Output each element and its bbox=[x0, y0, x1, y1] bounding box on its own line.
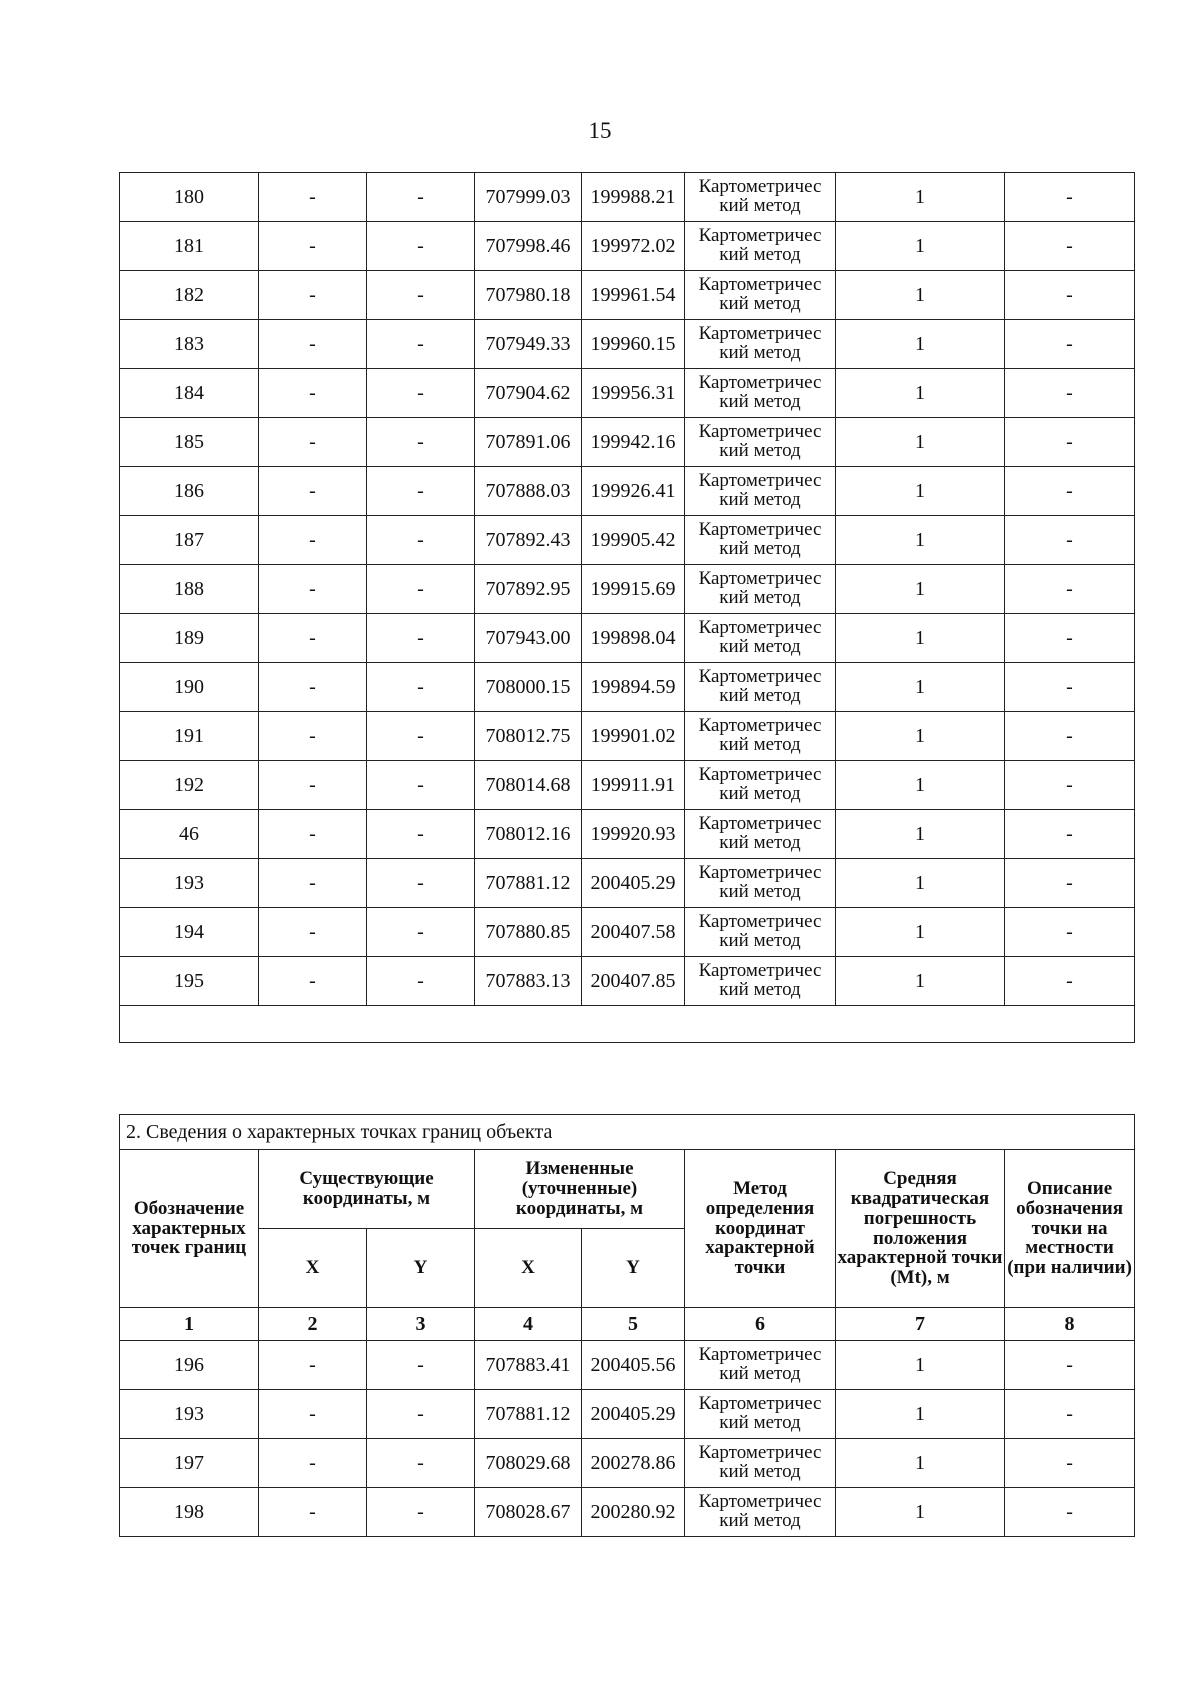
cell-changed-y: 199920.93 bbox=[582, 810, 685, 859]
cell-description: - bbox=[1005, 1488, 1135, 1537]
cell-point-id: 189 bbox=[120, 614, 259, 663]
cell-changed-x: 707943.00 bbox=[475, 614, 582, 663]
column-number: 4 bbox=[475, 1308, 582, 1341]
cell-existing-y: - bbox=[367, 1439, 475, 1488]
cell-changed-x: 707880.85 bbox=[475, 908, 582, 957]
column-number: 7 bbox=[836, 1308, 1005, 1341]
cell-description: - bbox=[1005, 957, 1135, 1006]
section-title: 2. Сведения о характерных точках границ объекта bbox=[120, 1115, 1135, 1150]
header-existing-y: Y bbox=[367, 1229, 475, 1308]
cell-description: - bbox=[1005, 369, 1135, 418]
table-row bbox=[120, 320, 1135, 369]
cell-existing-y: - bbox=[367, 614, 475, 663]
cell-description: - bbox=[1005, 859, 1135, 908]
cell-changed-y: 199972.02 bbox=[582, 222, 685, 271]
cell-description: - bbox=[1005, 712, 1135, 761]
cell-existing-y: - bbox=[367, 957, 475, 1006]
cell-method: Картометричес кий метод bbox=[685, 418, 836, 467]
cell-point-id: 196 bbox=[120, 1341, 259, 1390]
cell-method: Картометричес кий метод bbox=[685, 173, 836, 222]
cell-existing-y: - bbox=[367, 320, 475, 369]
cell-method: Картометричес кий метод bbox=[685, 516, 836, 565]
cell-existing-x: - bbox=[259, 859, 367, 908]
cell-description: - bbox=[1005, 1439, 1135, 1488]
cell-existing-y: - bbox=[367, 173, 475, 222]
cell-existing-y: - bbox=[367, 1488, 475, 1537]
cell-point-id: 188 bbox=[120, 565, 259, 614]
cell-changed-y: 200405.29 bbox=[582, 1390, 685, 1439]
cell-existing-x: - bbox=[259, 222, 367, 271]
cell-existing-y: - bbox=[367, 663, 475, 712]
cell-mean-error: 1 bbox=[836, 663, 1005, 712]
cell-description: - bbox=[1005, 810, 1135, 859]
cell-description: - bbox=[1005, 1390, 1135, 1439]
cell-method: Картометричес кий метод bbox=[685, 810, 836, 859]
cell-existing-x: - bbox=[259, 810, 367, 859]
cell-changed-x: 707883.41 bbox=[475, 1341, 582, 1390]
cell-changed-x: 707892.43 bbox=[475, 516, 582, 565]
header-changed-y: Y bbox=[582, 1229, 685, 1308]
cell-point-id: 194 bbox=[120, 908, 259, 957]
cell-existing-x: - bbox=[259, 614, 367, 663]
cell-description: - bbox=[1005, 271, 1135, 320]
table-row bbox=[120, 1488, 1135, 1537]
cell-method: Картометричес кий метод bbox=[685, 369, 836, 418]
cell-changed-x: 708028.67 bbox=[475, 1488, 582, 1537]
cell-changed-y: 200407.85 bbox=[582, 957, 685, 1006]
cell-method: Картометричес кий метод bbox=[685, 859, 836, 908]
boundary-points-table bbox=[119, 1114, 1135, 1537]
cell-point-id: 193 bbox=[120, 1390, 259, 1439]
cell-method: Картометричес кий метод bbox=[685, 761, 836, 810]
cell-changed-y: 199988.21 bbox=[582, 173, 685, 222]
cell-mean-error: 1 bbox=[836, 320, 1005, 369]
cell-changed-x: 708012.16 bbox=[475, 810, 582, 859]
cell-point-id: 182 bbox=[120, 271, 259, 320]
cell-changed-x: 707883.13 bbox=[475, 957, 582, 1006]
cell-changed-y: 200407.58 bbox=[582, 908, 685, 957]
cell-mean-error: 1 bbox=[836, 810, 1005, 859]
cell-existing-y: - bbox=[367, 859, 475, 908]
cell-mean-error: 1 bbox=[836, 173, 1005, 222]
cell-mean-error: 1 bbox=[836, 712, 1005, 761]
cell-existing-x: - bbox=[259, 271, 367, 320]
cell-changed-y: 199961.54 bbox=[582, 271, 685, 320]
column-number: 2 bbox=[259, 1308, 367, 1341]
cell-description: - bbox=[1005, 418, 1135, 467]
cell-changed-x: 707881.12 bbox=[475, 859, 582, 908]
cell-changed-y: 200278.86 bbox=[582, 1439, 685, 1488]
cell-existing-y: - bbox=[367, 271, 475, 320]
cell-mean-error: 1 bbox=[836, 516, 1005, 565]
cell-mean-error: 1 bbox=[836, 908, 1005, 957]
cell-changed-y: 199905.42 bbox=[582, 516, 685, 565]
cell-changed-x: 707999.03 bbox=[475, 173, 582, 222]
cell-existing-x: - bbox=[259, 565, 367, 614]
cell-existing-y: - bbox=[367, 467, 475, 516]
cell-method: Картометричес кий метод bbox=[685, 1390, 836, 1439]
cell-changed-x: 708014.68 bbox=[475, 761, 582, 810]
cell-existing-y: - bbox=[367, 369, 475, 418]
cell-changed-y: 199898.04 bbox=[582, 614, 685, 663]
table-row bbox=[120, 663, 1135, 712]
cell-existing-y: - bbox=[367, 516, 475, 565]
column-number: 8 bbox=[1005, 1308, 1135, 1341]
table-row bbox=[120, 173, 1135, 222]
cell-description: - bbox=[1005, 614, 1135, 663]
cell-mean-error: 1 bbox=[836, 957, 1005, 1006]
cell-existing-y: - bbox=[367, 418, 475, 467]
cell-description: - bbox=[1005, 467, 1135, 516]
cell-changed-x: 707881.12 bbox=[475, 1390, 582, 1439]
cell-description: - bbox=[1005, 908, 1135, 957]
table-row bbox=[120, 467, 1135, 516]
cell-existing-x: - bbox=[259, 908, 367, 957]
cell-method: Картометричес кий метод bbox=[685, 1341, 836, 1390]
cell-mean-error: 1 bbox=[836, 1488, 1005, 1537]
cell-mean-error: 1 bbox=[836, 467, 1005, 516]
cell-changed-y: 199942.16 bbox=[582, 418, 685, 467]
cell-existing-x: - bbox=[259, 1390, 367, 1439]
cell-existing-y: - bbox=[367, 565, 475, 614]
table-row bbox=[120, 418, 1135, 467]
cell-method: Картометричес кий метод bbox=[685, 712, 836, 761]
cell-mean-error: 1 bbox=[836, 859, 1005, 908]
cell-point-id: 195 bbox=[120, 957, 259, 1006]
cell-changed-x: 708000.15 bbox=[475, 663, 582, 712]
cell-existing-x: - bbox=[259, 1341, 367, 1390]
cell-changed-y: 200280.92 bbox=[582, 1488, 685, 1537]
header-method: Метод определения координат характерной точки bbox=[685, 1150, 836, 1308]
cell-description: - bbox=[1005, 320, 1135, 369]
cell-point-id: 184 bbox=[120, 369, 259, 418]
cell-changed-x: 707891.06 bbox=[475, 418, 582, 467]
cell-changed-y: 200405.56 bbox=[582, 1341, 685, 1390]
cell-existing-x: - bbox=[259, 467, 367, 516]
cell-mean-error: 1 bbox=[836, 418, 1005, 467]
page-number: 15 bbox=[588, 118, 612, 143]
cell-changed-x: 707949.33 bbox=[475, 320, 582, 369]
cell-description: - bbox=[1005, 1341, 1135, 1390]
empty-footer-row bbox=[120, 1006, 1135, 1043]
table-row bbox=[120, 222, 1135, 271]
cell-point-id: 198 bbox=[120, 1488, 259, 1537]
cell-mean-error: 1 bbox=[836, 565, 1005, 614]
cell-point-id: 187 bbox=[120, 516, 259, 565]
cell-changed-y: 199956.31 bbox=[582, 369, 685, 418]
cell-existing-x: - bbox=[259, 369, 367, 418]
cell-changed-y: 200405.29 bbox=[582, 859, 685, 908]
table-row bbox=[120, 712, 1135, 761]
cell-mean-error: 1 bbox=[836, 1341, 1005, 1390]
table-row bbox=[120, 1390, 1135, 1439]
cell-changed-x: 708029.68 bbox=[475, 1439, 582, 1488]
header-existing-coordinates: Существующие координаты, м bbox=[259, 1150, 475, 1229]
column-number: 5 bbox=[582, 1308, 685, 1341]
cell-existing-x: - bbox=[259, 418, 367, 467]
table-row bbox=[120, 565, 1135, 614]
table-row bbox=[120, 810, 1135, 859]
cell-point-id: 183 bbox=[120, 320, 259, 369]
header-changed-x: X bbox=[475, 1229, 582, 1308]
cell-changed-y: 199960.15 bbox=[582, 320, 685, 369]
cell-method: Картометричес кий метод bbox=[685, 1439, 836, 1488]
cell-description: - bbox=[1005, 565, 1135, 614]
cell-existing-x: - bbox=[259, 761, 367, 810]
cell-mean-error: 1 bbox=[836, 271, 1005, 320]
cell-existing-y: - bbox=[367, 712, 475, 761]
cell-changed-x: 707892.95 bbox=[475, 565, 582, 614]
table-row bbox=[120, 957, 1135, 1006]
cell-method: Картометричес кий метод bbox=[685, 614, 836, 663]
cell-existing-x: - bbox=[259, 1488, 367, 1537]
cell-existing-x: - bbox=[259, 663, 367, 712]
table-row bbox=[120, 859, 1135, 908]
cell-mean-error: 1 bbox=[836, 1439, 1005, 1488]
table-row bbox=[120, 614, 1135, 663]
cell-point-id: 197 bbox=[120, 1439, 259, 1488]
cell-method: Картометричес кий метод bbox=[685, 1488, 836, 1537]
column-number: 1 bbox=[120, 1308, 259, 1341]
table-row bbox=[120, 908, 1135, 957]
cell-existing-y: - bbox=[367, 761, 475, 810]
cell-changed-x: 707998.46 bbox=[475, 222, 582, 271]
cell-method: Картометричес кий метод bbox=[685, 957, 836, 1006]
cell-description: - bbox=[1005, 173, 1135, 222]
cell-changed-x: 707904.62 bbox=[475, 369, 582, 418]
cell-mean-error: 1 bbox=[836, 222, 1005, 271]
table-row bbox=[120, 761, 1135, 810]
table-row bbox=[120, 516, 1135, 565]
cell-existing-x: - bbox=[259, 320, 367, 369]
cell-changed-y: 199926.41 bbox=[582, 467, 685, 516]
cell-description: - bbox=[1005, 222, 1135, 271]
cell-existing-x: - bbox=[259, 712, 367, 761]
cell-method: Картометричес кий метод bbox=[685, 271, 836, 320]
cell-existing-x: - bbox=[259, 173, 367, 222]
cell-point-id: 180 bbox=[120, 173, 259, 222]
header-changed-coordinates: Измененные (уточненные) координаты, м bbox=[475, 1150, 685, 1229]
table-row bbox=[120, 1439, 1135, 1488]
cell-description: - bbox=[1005, 516, 1135, 565]
cell-mean-error: 1 bbox=[836, 369, 1005, 418]
header-description: Описание обозначения точки на местности (при наличии) bbox=[1005, 1150, 1135, 1308]
cell-changed-y: 199915.69 bbox=[582, 565, 685, 614]
cell-description: - bbox=[1005, 663, 1135, 712]
cell-method: Картометричес кий метод bbox=[685, 467, 836, 516]
cell-changed-x: 707980.18 bbox=[475, 271, 582, 320]
cell-point-id: 181 bbox=[120, 222, 259, 271]
cell-point-id: 186 bbox=[120, 467, 259, 516]
cell-point-id: 191 bbox=[120, 712, 259, 761]
cell-existing-y: - bbox=[367, 1390, 475, 1439]
cell-mean-error: 1 bbox=[836, 614, 1005, 663]
cell-existing-y: - bbox=[367, 810, 475, 859]
cell-method: Картометричес кий метод bbox=[685, 663, 836, 712]
table-row bbox=[120, 271, 1135, 320]
cell-existing-y: - bbox=[367, 222, 475, 271]
cell-description: - bbox=[1005, 761, 1135, 810]
cell-changed-x: 708012.75 bbox=[475, 712, 582, 761]
header-existing-x: X bbox=[259, 1229, 367, 1308]
cell-existing-x: - bbox=[259, 1439, 367, 1488]
cell-existing-x: - bbox=[259, 516, 367, 565]
cell-point-id: 46 bbox=[120, 810, 259, 859]
cell-changed-y: 199894.59 bbox=[582, 663, 685, 712]
cell-mean-error: 1 bbox=[836, 761, 1005, 810]
cell-point-id: 193 bbox=[120, 859, 259, 908]
cell-method: Картометричес кий метод bbox=[685, 320, 836, 369]
cell-method: Картометричес кий метод bbox=[685, 222, 836, 271]
cell-changed-x: 707888.03 bbox=[475, 467, 582, 516]
table-row bbox=[120, 1341, 1135, 1390]
cell-point-id: 185 bbox=[120, 418, 259, 467]
column-number: 6 bbox=[685, 1308, 836, 1341]
column-number: 3 bbox=[367, 1308, 475, 1341]
cell-changed-y: 199911.91 bbox=[582, 761, 685, 810]
cell-existing-x: - bbox=[259, 957, 367, 1006]
cell-mean-error: 1 bbox=[836, 1390, 1005, 1439]
cell-point-id: 192 bbox=[120, 761, 259, 810]
header-designation: Обозначение характерных точек границ bbox=[120, 1150, 259, 1308]
cell-existing-y: - bbox=[367, 1341, 475, 1390]
table-row bbox=[120, 369, 1135, 418]
boundary-points-table-continued bbox=[119, 172, 1135, 1043]
cell-method: Картометричес кий метод bbox=[685, 908, 836, 957]
cell-method: Картометричес кий метод bbox=[685, 565, 836, 614]
header-mean-error: Средняя квадратическая погрешность положения характерной точки (Mt), м bbox=[836, 1150, 1005, 1308]
cell-point-id: 190 bbox=[120, 663, 259, 712]
cell-changed-y: 199901.02 bbox=[582, 712, 685, 761]
cell-existing-y: - bbox=[367, 908, 475, 957]
